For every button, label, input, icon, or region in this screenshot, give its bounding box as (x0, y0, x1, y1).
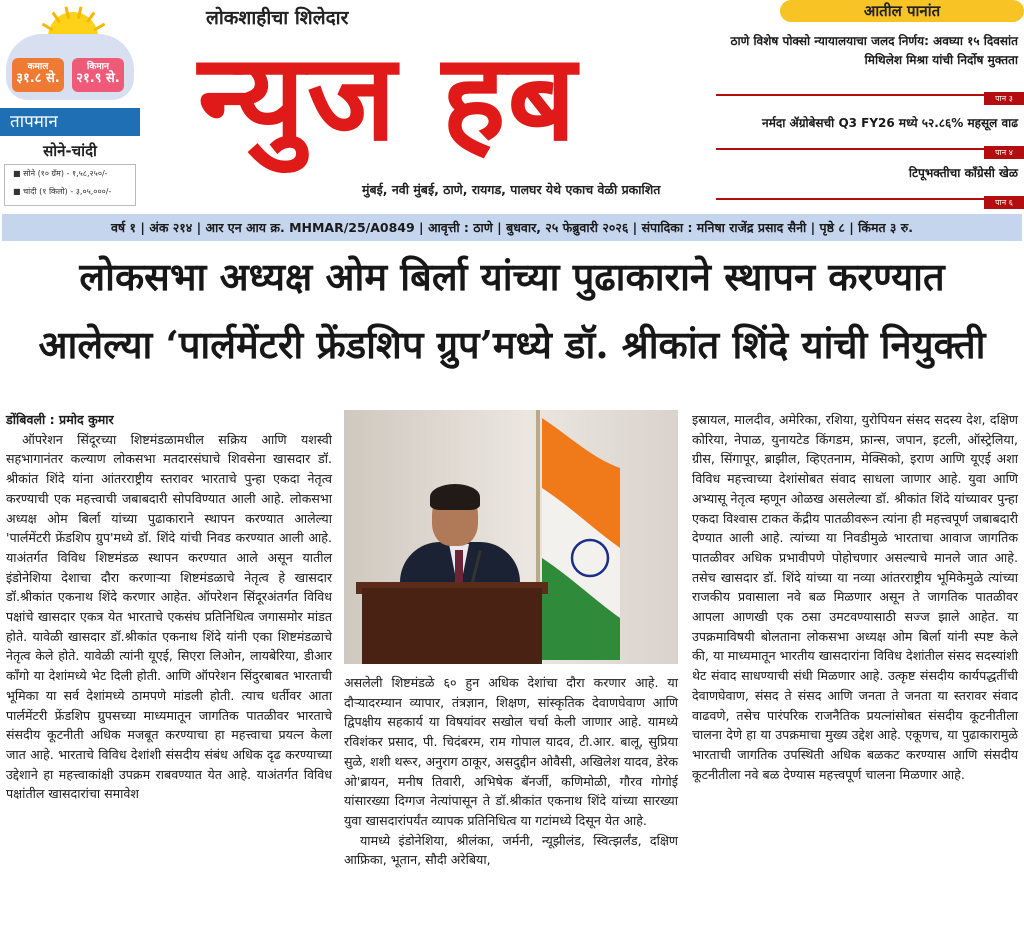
coverage-line: मुंबई, नवी मुंबई, ठाणे, रायगड, पालघर येथे एकाच वेळी प्रकाशित (362, 182, 661, 197)
divider (716, 94, 1024, 96)
newspaper-logo: न्युज हब (198, 29, 579, 168)
byline: डोंबिवली : प्रमोद कुमार (6, 412, 114, 427)
article-column-middle (344, 673, 678, 870)
page-tag-1: पान ३ (984, 92, 1024, 105)
gold-silver-rates (4, 164, 136, 206)
headline-line-2: आलेल्या ‘पार्लमेंटरी फ्रेंडशिप ग्रुप’मध्ये डॉ. श्रीकांत शिंदे यांची नियुक्ती (38, 322, 986, 367)
max-temperature (12, 58, 64, 92)
article-paragraph: इस्रायल, मालदीव, अमेरिका, रशिया, युरोपियन संसद सदस्य देश, दक्षिण कोरिया, नेपाळ, युनायटेड किंगडम, फ्रान्स, जपान, इटली, ऑस्ट्रेलिया, ग्रीस, सिंगापूर, ब्राझील, व्हिएतनाम, मेक्सिको, इराण आणि यूएई अशा विविध महत्त्वाच्या देशांसोबत संवाद साधला जाणार आहे. युवा आणि अभ्यासू नेतृत्व म्हणून ओळख असलेल्या डॉ. श्रीकांत शिंदे यांच्यावर पुन्हा एकदा विश्वास टाकत केंद्रीय पातळीवरून त्यांना ही महत्त्वपूर्ण जबाबदारी देण्यात आली आहे. त्यांच्या या निवडीमुळे भारताचा आवाज जागतिक पातळीवर अधिक प्रभावीपणे पोहोचणार असल्याचे मानले जात आहे. तसेच खासदार डॉ. शिंदे यांच्या या नव्या आंतरराष्ट्रीय भूमिकेमुळे त्यांच्या राजकीय प्रवासाला नवे बळ मिळणार असून ते जागतिक पातळीवर आपला आणखी एक ठसा उमटवण्यासाठी सज्ज झाले आहेत. या उपक्रमाविषयी बोलताना लोकसभा अध्यक्ष ओम बिर्ला यांनी स्पष्ट केले की, या माध्यमातून भारतीय खासदारांना विविध देशांतील संसद सदस्यांशी थेट संवाद साधण्याची संधी मिळणार आहे. उत्कृष्ट संसदीय कार्यपद्धतींची देवाणघेवाण, संसद ते संसद आणि जनता ते जनता या स्तरावर संवाद वाढवणे, तसेच पारंपरिक राजनैतिक प्रयत्नांसोबत संसदीय कूटनीतीला चालना देणे हा या उपक्रमाचा मुख्य उद्देश आहे. एकूणच, या पुढाकारामुळे भारताची जागतिक उपस्थिती अधिक बळकट करण्यास आणि संसदीय कूटनीतीला नवे बळ देण्यास महत्त्वपूर्ण चालना मिळणार आहे. (692, 412, 1018, 782)
podium (362, 588, 542, 664)
headline-line-1: लोकसभा अध्यक्ष ओम बिर्ला यांच्या पुढाकाराने स्थापन करण्यात (79, 254, 945, 299)
temperature-title: तापमान (0, 108, 140, 136)
inside-item-3[interactable]: टिपूभक्तीचा काँग्रेसी खेळ (908, 166, 1018, 180)
inside-item-1[interactable]: ठाणे विशेष पोक्सो न्यायालयाचा जलद निर्णय: अवघ्या १५ दिवसांत मिथिलेश मिश्रा यांची निर्दोष मुक्तता (730, 34, 1018, 67)
page-tag-2: पान ४ (984, 146, 1024, 159)
indian-flag-icon (542, 418, 620, 660)
min-temperature-value: २१.९ से. (76, 71, 120, 86)
min-temperature (72, 58, 124, 92)
page-tag-3: पान ६ (984, 196, 1024, 209)
article-column-right (692, 410, 1018, 784)
cloud-icon (6, 34, 134, 100)
min-temperature-label: किमान (87, 62, 109, 72)
weather-panel (0, 0, 140, 210)
silver-rate: ■ चांदी (१ किलो) - ३,०५,०००/- (13, 187, 112, 196)
divider (716, 198, 1024, 200)
masthead-tagline: लोकशाहीचा शिलेदार (206, 7, 349, 29)
max-temperature-label: कमाल (27, 62, 49, 72)
article-column-left (6, 410, 332, 804)
inside-pages-title: आतील पानांत (780, 0, 1024, 22)
article-paragraph: यामध्ये इंडोनेशिया, श्रीलंका, जर्मनी, न्यूझीलंड, स्वित्झर्लंड, दक्षिण आफ्रिका, भूतान, सौदी अरेबिया, (344, 832, 678, 868)
divider (716, 148, 1024, 150)
article-paragraph: असलेली शिष्टमंडळे ६० हुन अधिक देशांचा दौरा करणार आहे. या दौऱ्यादरम्यान व्यापार, तंत्रज्ञान, शिक्षण, सांस्कृतिक देवाणघेवाण आणि द्विपक्षीय सहकार्य या विषयांवर सखोल चर्चा केली जाणार आहे. यामध्ये रविशंकर प्रसाद, पी. चिदंबरम, राम गोपाल यादव, टी.आर. बालू, सुप्रिया सुळे, शशी थरूर, अनुराग ठाकूर, असदुद्दीन ओवैसी, अखिलेश यादव, डेरेक ओ'ब्रायन, मनीष तिवारी, अभिषेक बॅनर्जी, कणिमोळी, गौरव गोगोई यांसारख्या दिग्गज नेत्यांपासून ते डॉ.श्रीकांत एकनाथ शिंदे यांच्या सारख्या युवा खासदारांपर्यंत व्यापक प्रतिनिधित्व या गटांमध्ये दिसून येत आहे. (344, 675, 678, 828)
issue-info-bar: वर्ष १ | अंक २१४ | आर एन आय क्र. MHMAR/25/A0849 | आवृत्ती : ठाणे | बुधवार, २५ फेब्रुवारी २०२६ | संपादिका : मनिषा राजेंद्र प्रसाद सैनी | पृष्ठे ८ | किंमत ३ रु. (2, 214, 1022, 241)
article-paragraph: ऑपरेशन सिंदूरच्या शिष्टमंडळामधील सक्रिय आणि यशस्वी सहभागानंतर कल्याण लोकसभा मतदारसंघाचे शिवसेना खासदार डॉ. श्रीकांत शिंदे यांना आंतरराष्ट्रीय स्तरावर भारताचे पुन्हा एकदा नेतृत्व करण्याची एक महत्त्वाची जबाबदारी सोपविण्यात आली आहे. लोकसभा अध्यक्ष ओम बिर्ला यांच्या पुढाकाराने स्थापन करण्यात आलेल्या 'पार्लमेंटरी फ्रेंडशिप ग्रुप'मध्ये डॉ. शिंदे यांची निवड करण्यात आली आहे. याअंतर्गत विविध शिष्टमंडळ स्थापन करण्यात आले असून यातील इंडोनेशिया देशाचा दौरा करणाऱ्या शिष्टमंडळाचे नेतृत्व हे खासदार डॉ.श्रीकांत एकनाथ शिंदे करणार आहेत. ऑपरेशन सिंदूरअंतर्गत विविध पक्षांचे खासदार एकत्र येत भारताचे एकसंघ प्रतिनिधित्व जगासमोर मांडत होते. यावेळी खासदार डॉ.श्रीकांत एकनाथ शिंदे यांनी एका शिष्टमंडळाचे नेतृत्व केले होते. यावेळी त्यांनी यूएई, सिएरा लिओन, लायबेरिया, डीआर काँगो या देशांमध्ये भेट दिली होती. आणि ऑपरेशन सिंदुरबाबत भारताची भूमिका या सर्व देशांमध्ये ठामपणे मांडली होती. त्याच धर्तीवर आता पार्लमेंटरी फ्रेंडशिप ग्रुपसच्या माध्यमातून जागतिक पातळीवर भारताचे संसदीय कूटनीती अधिक मजबूत करण्याचा हा महत्त्वाचा प्रयत्न केला जात आहे. भारताचे विविध देशांशी संसदीय संबंध अधिक दृढ करण्याच्या उद्देशाने हा महत्त्वाकांक्षी उपक्रम राबवण्यात येत आहे. याअंतर्गत विविध पक्षांतील खासदारांचा समावेश (6, 431, 332, 802)
inside-pages-panel (716, 0, 1024, 210)
gold-rate: ■ सोने (१० ग्रॅम) - १,५८,२५०/- (13, 169, 108, 178)
article-photo (344, 410, 678, 664)
gold-silver-title: सोने-चांदी (43, 142, 97, 160)
inside-item-2[interactable]: नर्मदा ॲग्रोबेसची Q3 FY26 मध्ये ५२.८६% महसूल वाढ (762, 116, 1018, 130)
max-temperature-value: ३१.८ से. (16, 71, 60, 86)
